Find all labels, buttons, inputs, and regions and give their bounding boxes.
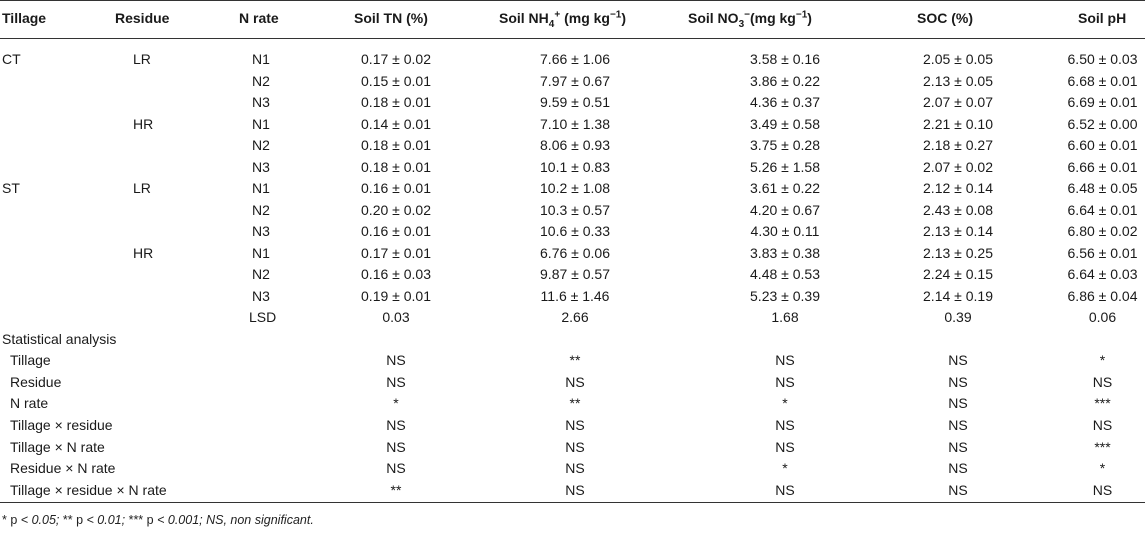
header-tillage: Tillage — [2, 10, 47, 26]
bottom-rule — [0, 502, 1145, 503]
stats-soil-tn: NS — [386, 438, 406, 455]
table-row — [0, 200, 1145, 222]
cell-soil-no3: 5.23 ± 0.39 — [750, 287, 820, 304]
stats-soc: NS — [948, 460, 968, 477]
stats-label: Tillage — [10, 352, 51, 369]
cell-soc: 2.21 ± 0.10 — [923, 115, 993, 132]
cell-soil-no3: 3.75 ± 0.28 — [750, 137, 820, 154]
stats-soil-nh4: ** — [569, 352, 581, 369]
stats-soil-ph: *** — [1094, 395, 1111, 412]
lsd-soc: 0.39 — [944, 309, 972, 326]
table-row — [0, 71, 1145, 93]
cell-n-rate: N2 — [252, 266, 270, 283]
cell-soil-ph: 6.66 ± 0.01 — [1067, 158, 1138, 175]
stats-soil-tn: NS — [386, 460, 406, 477]
cell-soil-nh4: 10.3 ± 0.57 — [540, 201, 610, 218]
cell-soil-ph: 6.68 ± 0.01 — [1067, 72, 1138, 89]
cell-n-rate: N3 — [252, 158, 270, 175]
stats-soc: NS — [948, 352, 968, 369]
stats-label: Residue × N rate — [10, 460, 116, 477]
cell-soil-ph: 6.86 ± 0.04 — [1067, 287, 1138, 304]
stats-soil-no3: * — [782, 460, 788, 477]
cell-soc: 2.13 ± 0.14 — [923, 223, 993, 240]
cell-soc: 2.14 ± 0.19 — [923, 287, 993, 304]
cell-soil-ph: 6.69 ± 0.01 — [1067, 94, 1138, 111]
header-soc: SOC (%) — [917, 10, 973, 26]
table-row — [0, 157, 1145, 179]
lsd-soil-nh4: 2.66 — [561, 309, 589, 326]
table-row — [0, 92, 1145, 114]
stats-label: N rate — [10, 395, 49, 412]
cell-soil-no3: 3.86 ± 0.22 — [750, 72, 820, 89]
cell-soc: 2.05 ± 0.05 — [923, 51, 993, 67]
cell-soc: 2.12 ± 0.14 — [923, 180, 993, 197]
lsd-soil-tn: 0.03 — [382, 309, 410, 326]
cell-soil-nh4: 10.6 ± 0.33 — [540, 223, 610, 240]
stats-row — [0, 480, 1145, 502]
cell-soil-no3: 3.83 ± 0.38 — [750, 244, 820, 261]
stats-soil-tn: NS — [386, 417, 406, 433]
cell-soc: 2.43 ± 0.08 — [923, 201, 993, 218]
cell-residue: HR — [133, 115, 154, 132]
stats-label: Tillage × residue × N rate — [10, 481, 167, 498]
cell-soil-tn: 0.19 ± 0.01 — [361, 287, 431, 304]
stats-soil-no3: NS — [775, 373, 795, 390]
cell-n-rate: N2 — [252, 137, 270, 154]
cell-n-rate: N1 — [252, 180, 270, 197]
stats-soil-tn: ** — [390, 481, 402, 498]
cell-soil-no3: 3.61 ± 0.22 — [750, 180, 820, 197]
table-row — [0, 114, 1145, 136]
cell-n-rate: N3 — [252, 287, 270, 304]
stats-soc: NS — [948, 481, 968, 498]
cell-soil-tn: 0.16 ± 0.01 — [361, 180, 431, 197]
cell-soil-ph: 6.56 ± 0.01 — [1067, 244, 1138, 261]
stats-soil-ph: *** — [1094, 438, 1111, 455]
cell-soil-tn: 0.16 ± 0.03 — [361, 266, 431, 283]
cell-soil-tn: 0.20 ± 0.02 — [361, 201, 431, 218]
stats-soil-nh4: NS — [565, 417, 585, 433]
stats-soc: NS — [948, 395, 968, 412]
stats-soil-nh4: NS — [565, 438, 585, 455]
cell-soil-tn: 0.17 ± 0.02 — [361, 51, 431, 67]
stats-soil-nh4: ** — [569, 395, 581, 412]
lsd-soil-no3: 1.68 — [771, 309, 799, 326]
cell-soc: 2.18 ± 0.27 — [923, 137, 993, 154]
cell-soil-nh4: 9.87 ± 0.57 — [540, 266, 610, 283]
header-soil-ph: Soil pH — [1078, 10, 1127, 26]
header-residue: Residue — [115, 10, 170, 26]
header-rule — [0, 38, 1145, 39]
cell-soil-nh4: 10.1 ± 0.83 — [540, 158, 610, 175]
table-row — [0, 286, 1145, 308]
table-row — [0, 135, 1145, 157]
stats-row — [0, 415, 1145, 437]
cell-soil-ph: 6.50 ± 0.03 — [1067, 51, 1138, 67]
header-soil-no3: Soil $NO_3^-(mg$ $kg^{-1}$) — [688, 9, 812, 30]
stats-soil-tn: NS — [386, 373, 406, 390]
cell-soil-ph: 6.80 ± 0.02 — [1067, 223, 1138, 240]
cell-soil-no3: 4.30 ± 0.11 — [750, 223, 820, 240]
cell-n-rate: N2 — [252, 201, 270, 218]
stats-soil-ph: * — [1099, 352, 1106, 369]
stats-soil-no3: NS — [775, 417, 795, 433]
header-n-rate: N rate — [239, 10, 279, 26]
cell-soil-nh4: 10.2 ± 1.08 — [540, 180, 610, 197]
cell-soil-nh4: 9.59 ± 0.51 — [540, 94, 610, 111]
stats-soil-nh4: NS — [565, 481, 585, 498]
stats-soil-ph: NS — [1092, 481, 1113, 498]
cell-soil-ph: 6.60 ± 0.01 — [1067, 137, 1138, 154]
header-row — [0, 8, 1145, 30]
cell-soil-tn: 0.18 ± 0.01 — [361, 158, 431, 175]
stats-title-row — [0, 329, 1145, 351]
stats-soil-no3: NS — [775, 438, 795, 455]
table-row — [0, 264, 1145, 286]
stats-soil-tn: NS — [386, 352, 406, 369]
cell-soil-nh4: 6.76 ± 0.06 — [540, 244, 610, 261]
stats-row — [0, 437, 1145, 459]
stats-soil-no3: NS — [775, 352, 795, 369]
stats-soil-no3: * — [782, 395, 788, 412]
cell-soc: 2.07 ± 0.07 — [923, 94, 993, 111]
stats-label: Residue — [10, 373, 62, 390]
cell-soc: 2.24 ± 0.15 — [923, 266, 993, 283]
cell-n-rate: N1 — [252, 51, 270, 67]
lsd-soil-ph: 0.06 — [1088, 309, 1117, 326]
cell-tillage: ST — [2, 180, 20, 197]
cell-soil-nh4: 8.06 ± 0.93 — [540, 137, 610, 154]
cell-n-rate: N1 — [252, 115, 270, 132]
stats-soil-ph: NS — [1092, 417, 1113, 433]
stats-soc: NS — [948, 373, 968, 390]
cell-soil-tn: 0.15 ± 0.01 — [361, 72, 431, 89]
header-soil-tn: Soil TN (%) — [354, 10, 428, 26]
cell-soc: 2.13 ± 0.05 — [923, 72, 993, 89]
cell-soil-tn: 0.16 ± 0.01 — [361, 223, 431, 240]
cell-residue: HR — [133, 244, 154, 261]
stats-soil-ph: * — [1099, 460, 1106, 477]
table-row — [0, 49, 1145, 71]
header-soil-nh4: Soil $NH_4^+$ (mg $kg^{-1}$) — [499, 9, 627, 30]
cell-residue: LR — [133, 51, 151, 67]
cell-soil-no3: 4.48 ± 0.53 — [750, 266, 820, 283]
stats-soil-no3: NS — [775, 481, 795, 498]
table-row — [0, 243, 1145, 265]
lsd-label: LSD — [249, 309, 277, 326]
stats-soc: NS — [948, 417, 968, 433]
footnote: * p < 0.05; ** p < 0.01; *** p < 0.001; NS, non significant. — [2, 513, 314, 527]
cell-soil-nh4: 11.6 ± 1.46 — [540, 287, 610, 304]
table-row — [0, 221, 1145, 243]
stats-row — [0, 350, 1145, 372]
cell-n-rate: N1 — [252, 244, 270, 261]
cell-soil-tn: 0.18 ± 0.01 — [361, 137, 431, 154]
cell-soil-no3: 5.26 ± 1.58 — [750, 158, 820, 175]
cell-soil-ph: 6.52 ± 0.00 — [1067, 115, 1138, 132]
cell-soil-ph: 6.48 ± 0.05 — [1067, 180, 1138, 197]
cell-soil-nh4: 7.97 ± 0.67 — [540, 72, 610, 89]
cell-tillage: CT — [2, 51, 21, 67]
cell-soil-ph: 6.64 ± 0.01 — [1067, 201, 1138, 218]
cell-soil-no3: 4.20 ± 0.67 — [750, 201, 820, 218]
stats-soil-ph: NS — [1092, 373, 1113, 390]
cell-soil-no3: 3.49 ± 0.58 — [750, 115, 820, 132]
stats-soil-nh4: NS — [565, 460, 585, 477]
stats-label: Tillage × N rate — [10, 438, 105, 455]
stats-row — [0, 458, 1145, 480]
cell-soil-tn: 0.17 ± 0.01 — [361, 244, 431, 261]
stats-soil-nh4: NS — [565, 373, 585, 390]
table-row — [0, 178, 1145, 200]
stats-label: Tillage × residue — [10, 417, 113, 433]
stats-row — [0, 372, 1145, 394]
cell-soil-tn: 0.14 ± 0.01 — [361, 115, 431, 132]
cell-soil-nh4: 7.66 ± 1.06 — [540, 51, 610, 67]
lsd-row — [0, 307, 1145, 329]
stats-title: Statistical analysis — [2, 330, 117, 347]
cell-soil-nh4: 7.10 ± 1.38 — [540, 115, 610, 132]
top-rule — [0, 0, 1145, 1]
cell-soil-no3: 3.58 ± 0.16 — [750, 51, 820, 67]
cell-n-rate: N3 — [252, 223, 270, 240]
stats-soc: NS — [948, 438, 968, 455]
cell-soc: 2.07 ± 0.02 — [923, 158, 993, 175]
cell-soil-no3: 4.36 ± 0.37 — [750, 94, 820, 111]
cell-soc: 2.13 ± 0.25 — [923, 244, 993, 261]
cell-n-rate: N3 — [252, 94, 270, 111]
cell-soil-ph: 6.64 ± 0.03 — [1067, 266, 1138, 283]
cell-n-rate: N2 — [252, 72, 270, 89]
cell-soil-tn: 0.18 ± 0.01 — [361, 94, 431, 111]
cell-residue: LR — [133, 180, 151, 197]
stats-soil-tn: * — [393, 395, 399, 412]
stats-row — [0, 393, 1145, 415]
